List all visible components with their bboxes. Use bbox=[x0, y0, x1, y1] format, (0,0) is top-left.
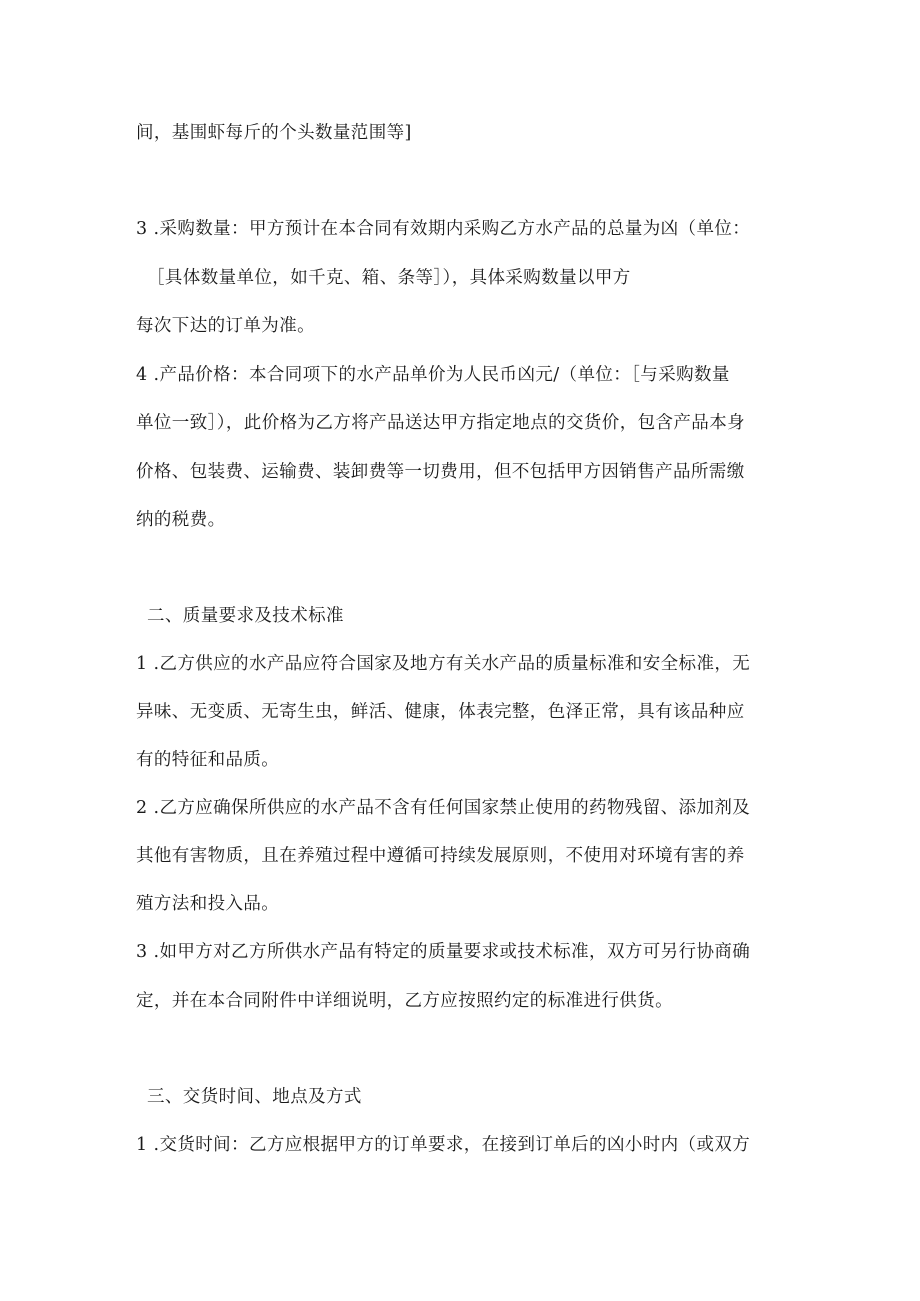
text-line: 其他有害物质，且在养殖过程中遵循可持续发展原则，不使用对环境有害的养 bbox=[136, 846, 745, 866]
clause-2-quality: 2 .乙方应确保所供应的水产品不含有任何国家禁止使用的药物残留、添加剂及 bbox=[136, 798, 751, 818]
section-heading-quality: 二、质量要求及技术标准 bbox=[147, 606, 344, 626]
text-line: 异味、无变质、无寄生虫，鲜活、健康，体表完整，色泽正常，具有该品种应 bbox=[136, 702, 745, 722]
text-line: 有的特征和品质。 bbox=[136, 750, 280, 770]
clause-1-delivery: 1 .交货时间：乙方应根据甲方的订单要求，在接到订单后的凶小时内（或双方 bbox=[136, 1135, 751, 1155]
clause-3-quantity: 3 .采购数量：甲方预计在本合同有效期内采购乙方水产品的总量为凶（单位： bbox=[136, 219, 751, 239]
text-line: 单位一致］），此价格为乙方将产品送达甲方指定地点的交货价，包含产品本身 bbox=[136, 413, 745, 433]
text-line: 纳的税费。 bbox=[136, 510, 226, 530]
text-line: 间，基围虾每斤的个头数量范围等] bbox=[136, 123, 412, 143]
section-heading-delivery: 三、交货时间、地点及方式 bbox=[147, 1087, 362, 1107]
text-line: 价格、包装费、运输费、装卸费等一切费用，但不包括甲方因销售产品所需缴 bbox=[136, 462, 745, 482]
text-line: ［具体数量单位，如千克、箱、条等］），具体采购数量以甲方 bbox=[147, 268, 631, 288]
text-line: 殖方法和投入品。 bbox=[136, 894, 280, 914]
text-line: 每次下达的订单为准。 bbox=[136, 316, 315, 336]
clause-1-quality: 1 .乙方供应的水产品应符合国家及地方有关水产品的质量标准和安全标准，无 bbox=[136, 654, 751, 674]
text-line: 定，并在本合同附件中详细说明，乙方应按照约定的标准进行供货。 bbox=[136, 991, 673, 1011]
clause-4-price: 4 .产品价格：本合同项下的水产品单价为人民币凶元/（单位：［与采购数量 bbox=[136, 365, 730, 385]
clause-3-quality: 3 .如甲方对乙方所供水产品有特定的质量要求或技术标准，双方可另行协商确 bbox=[136, 942, 751, 962]
